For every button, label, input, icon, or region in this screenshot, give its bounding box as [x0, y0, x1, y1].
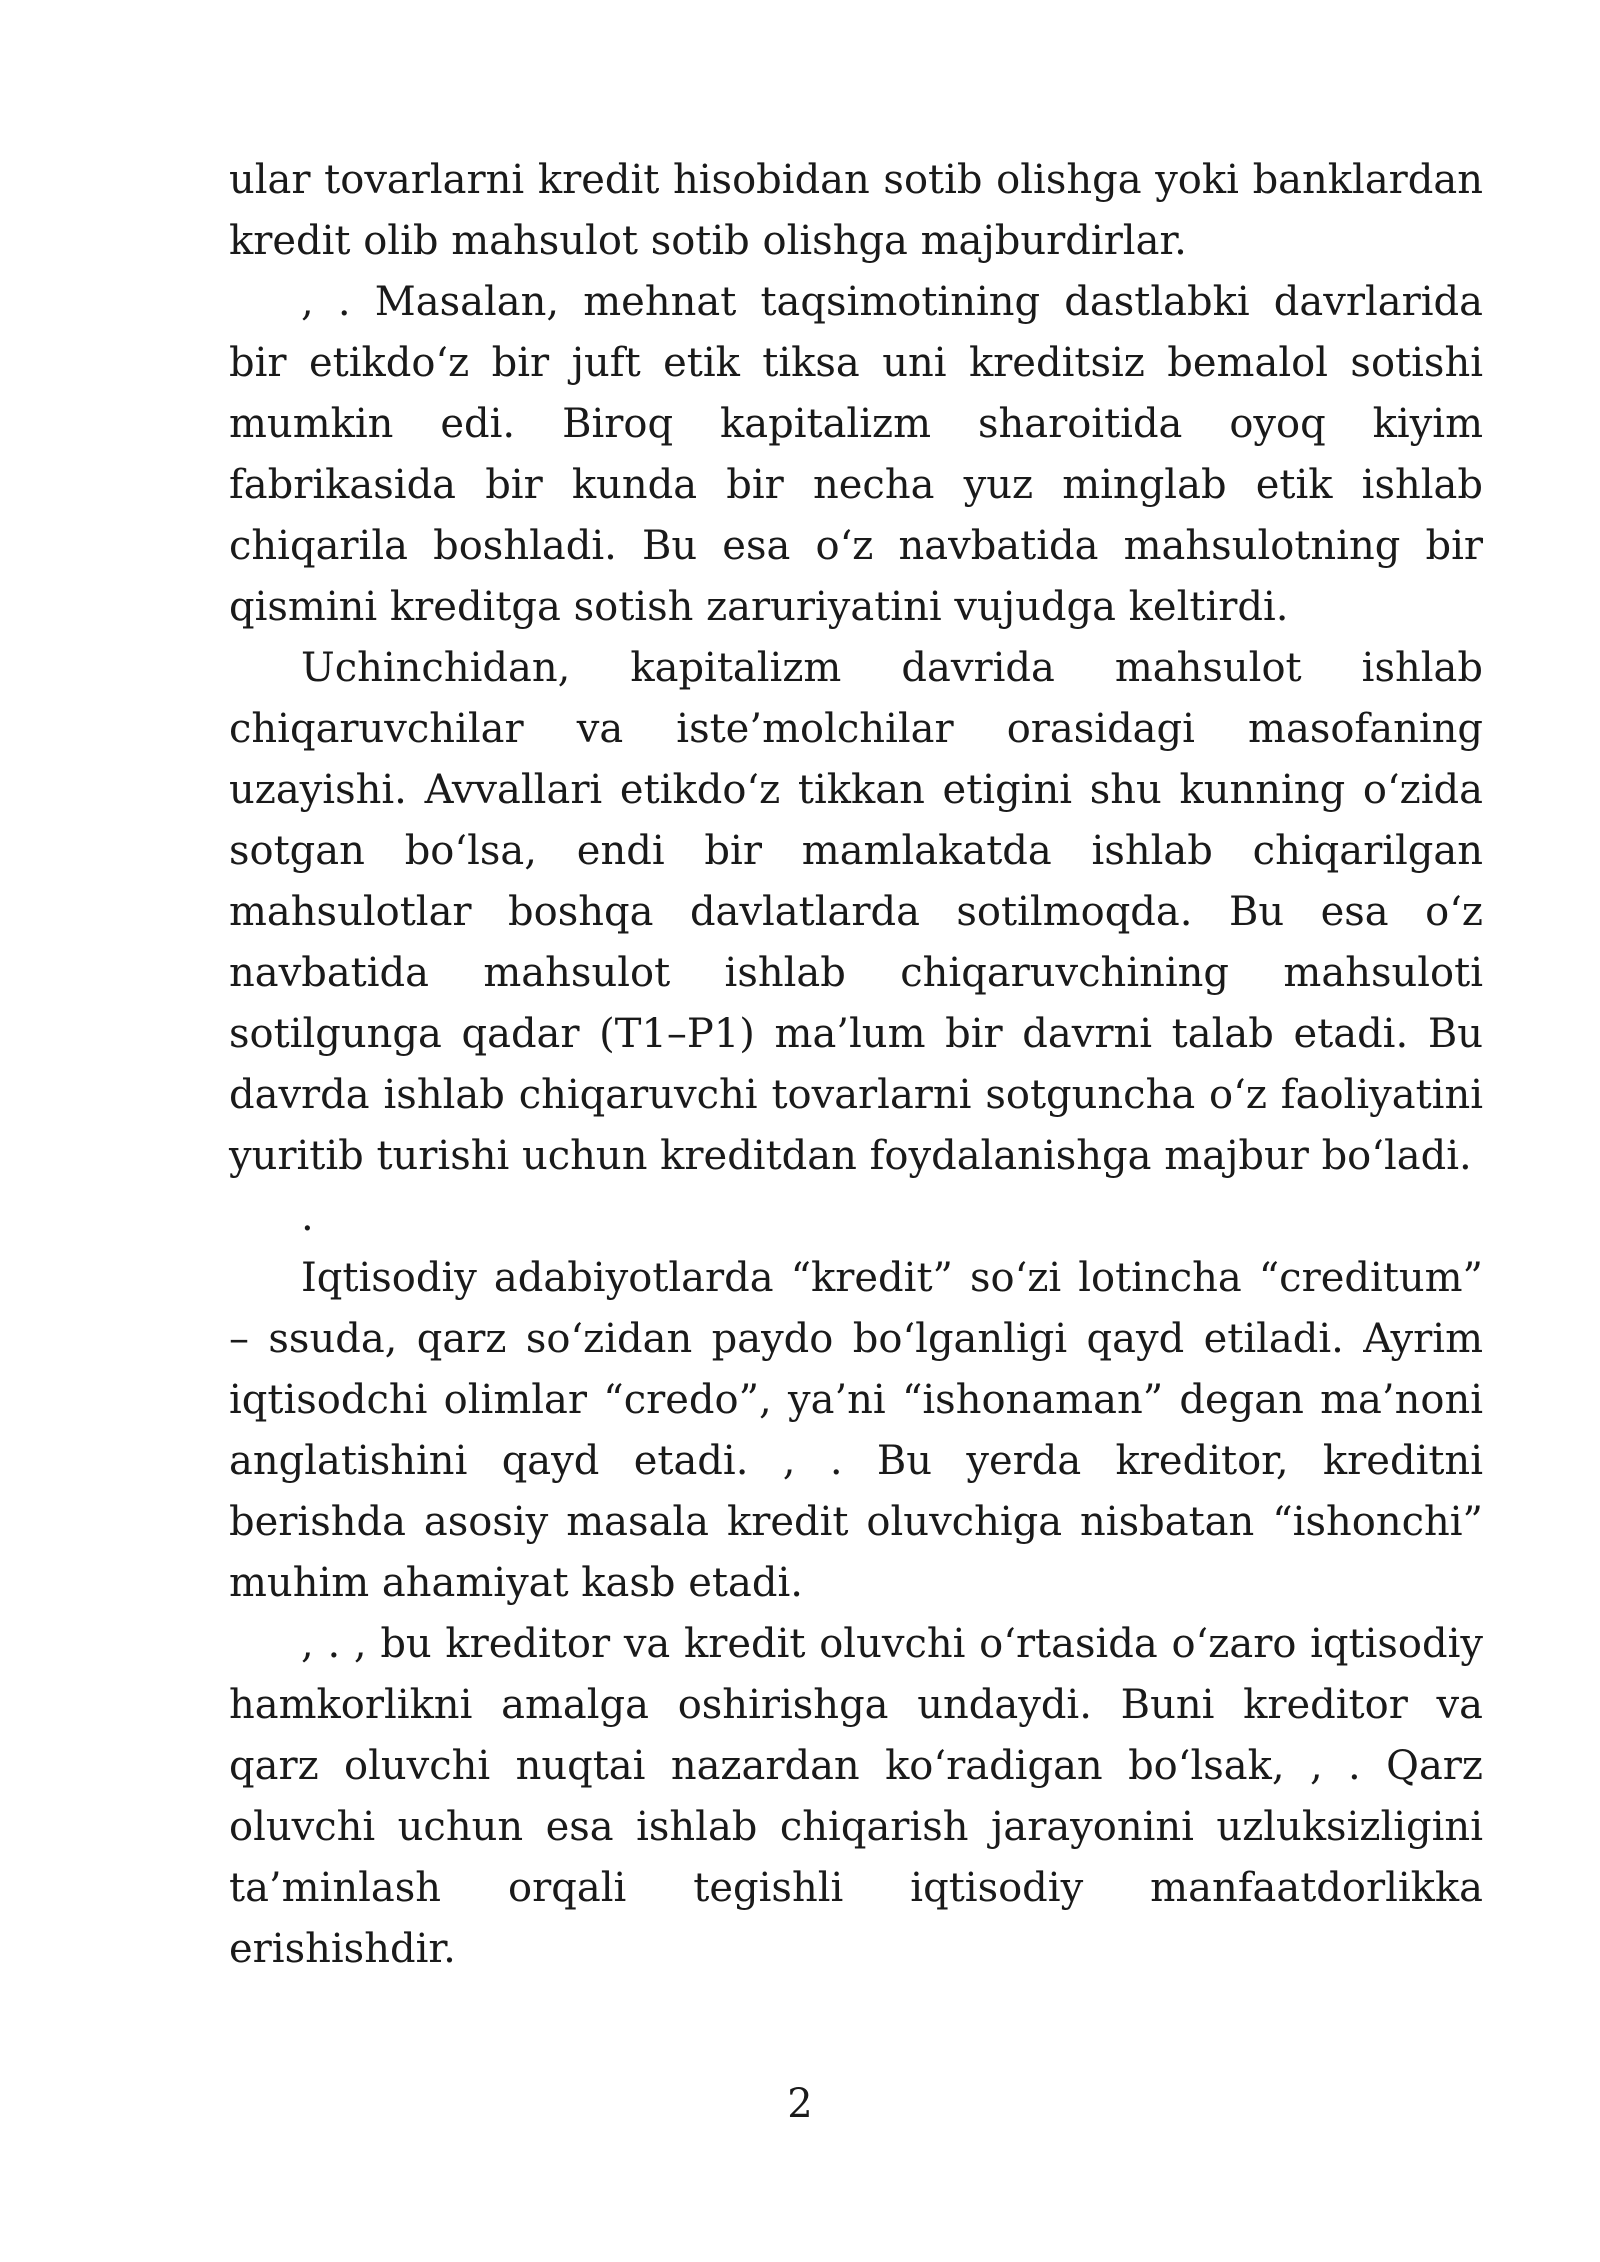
paragraph-3: Uchinchidan, kapitalizm davrida mahsulot ishlab chiqaruvchilar va iste’molchilar orasidagi masofaning uzayishi. Avvallari etikdo‘z tikkan etigini shu kunning o‘zida sotgan bo‘lsa, endi bir mamlakatda ishlab chiqarilgan mahsulotlar boshqa davlatlarda sotilmoqda. Bu esa o‘z navbatida mahsulot ishlab chiqaruvchining mahsuloti sotilgunga qadar (T1–P1) ma’lum bir davrni talab etadi. Bu davrda ishlab chiqaruvchi tovarlarni sotguncha o‘z faoliyatini yuritib turishi uchun kreditdan foydalanishga majbur bo‘ladi. [229, 645, 1483, 1179]
paragraph-4: . [301, 1194, 314, 1240]
page-number: 2 [787, 2081, 813, 2127]
paragraph-5: Iqtisodiy adabiyotlarda “kredit” so‘zi lotincha “creditum” – ssuda, qarz so‘zidan paydo bo‘lganligi qayd etiladi. Ayrim iqtisodchi olimlar “credo”, ya’ni “ishonaman” degan ma’noni anglatishini qayd etadi. , . Bu yerda kreditor, kreditni berishda asosiy masala kredit oluvchiga nisbatan “ishonchi” muhim ahamiyat kasb etadi. [229, 1255, 1483, 1606]
paragraph-1: ular tovarlarni kredit hisobidan sotib olishga yoki banklardan kredit olib mahsulot sotib olishga majburdirlar. [229, 157, 1483, 264]
page-body [229, 150, 1483, 1980]
paragraph-2: , . Masalan, mehnat taqsimotining dastlabki davrlarida bir etikdo‘z bir juft etik tiksa uni kreditsiz bemalol sotishi mumkin edi. Biroq kapitalizm sharoitida oyoq kiyim fabrikasida bir kunda bir necha yuz minglab etik ishlab chiqarila boshladi. Bu esa o‘z navbatida mahsulotning bir qismini kreditga sotish zaruriyatini vujudga keltirdi. [229, 279, 1483, 630]
paragraph-6: , . , bu kreditor va kredit oluvchi o‘rtasida o‘zaro iqtisodiy hamkorlikni amalga oshirishga undaydi. Buni kreditor va qarz oluvchi nuqtai nazardan ko‘radigan bo‘lsak, , . Qarz oluvchi uchun esa ishlab chiqarish jarayonini uzluksizligini ta’minlash orqali tegishli iqtisodiy manfaatdorlikka erishishdir. [229, 1621, 1483, 1972]
